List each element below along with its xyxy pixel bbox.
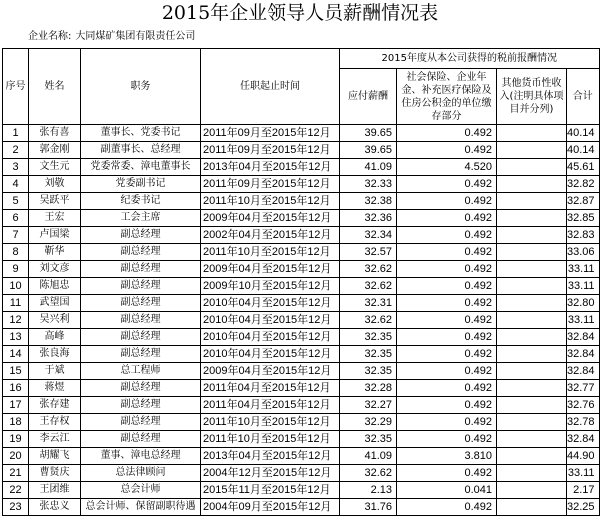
header-total: 合计	[567, 69, 600, 125]
row-name: 靳华	[29, 244, 81, 261]
row-term: 2004年09月至2015年12月	[201, 499, 340, 516]
row-position: 副总经理	[81, 278, 201, 295]
row-position: 副总经理	[81, 431, 201, 448]
row-number: 5	[3, 193, 29, 210]
company-name: 大同煤矿集团有限责任公司	[75, 31, 196, 42]
row-social: 3.810	[397, 448, 497, 465]
row-social: 0.492	[397, 210, 497, 227]
row-other	[497, 397, 567, 414]
table-body	[3, 125, 600, 516]
row-total: 32.84	[567, 431, 600, 448]
row-name: 文生元	[29, 159, 81, 176]
row-total: 32.84	[567, 346, 600, 363]
row-number: 16	[3, 380, 29, 397]
row-number: 1	[3, 125, 29, 142]
row-total: 32.83	[567, 227, 600, 244]
row-other	[497, 465, 567, 482]
row-total: 32.80	[567, 295, 600, 312]
row-salary: 32.27	[340, 397, 397, 414]
table-row	[3, 227, 600, 244]
row-number: 14	[3, 346, 29, 363]
row-position: 党委常委、漳电董事长	[81, 159, 201, 176]
row-salary: 32.62	[340, 465, 397, 482]
row-total: 40.14	[567, 125, 600, 142]
row-name: 李云江	[29, 431, 81, 448]
row-term: 2004年12月至2015年12月	[201, 465, 340, 482]
row-social: 0.492	[397, 329, 497, 346]
row-number: 8	[3, 244, 29, 261]
row-name: 胡耀飞	[29, 448, 81, 465]
row-other	[497, 176, 567, 193]
row-name: 张存建	[29, 397, 81, 414]
row-number: 17	[3, 397, 29, 414]
row-other	[497, 125, 567, 142]
row-number: 22	[3, 482, 29, 499]
row-other	[497, 499, 567, 516]
row-total: 33.06	[567, 244, 600, 261]
row-total: 32.82	[567, 176, 600, 193]
row-term: 2009年10月至2015年12月	[201, 278, 340, 295]
row-term: 2011年10月至2015年12月	[201, 431, 340, 448]
row-name: 王存权	[29, 414, 81, 431]
row-name: 高峰	[29, 329, 81, 346]
row-salary: 39.65	[340, 142, 397, 159]
row-total: 2.17	[567, 482, 600, 499]
row-other	[497, 210, 567, 227]
row-number: 10	[3, 278, 29, 295]
row-position: 副总经理	[81, 346, 201, 363]
row-name: 陈旭忠	[29, 278, 81, 295]
row-total: 32.87	[567, 193, 600, 210]
row-other	[497, 448, 567, 465]
row-name: 吴跃平	[29, 193, 81, 210]
row-salary: 32.36	[340, 210, 397, 227]
row-name: 张良海	[29, 346, 81, 363]
row-term: 2011年10月至2015年12月	[201, 193, 340, 210]
row-social: 4.520	[397, 159, 497, 176]
row-salary: 32.28	[340, 380, 397, 397]
row-total: 33.11	[567, 261, 600, 278]
row-name: 王团维	[29, 482, 81, 499]
row-total: 32.84	[567, 363, 600, 380]
row-salary: 41.09	[340, 159, 397, 176]
row-other	[497, 363, 567, 380]
table-row	[3, 380, 600, 397]
table-row	[3, 448, 600, 465]
table-row	[3, 414, 600, 431]
row-number: 20	[3, 448, 29, 465]
row-position: 副总经理	[81, 295, 201, 312]
row-other	[497, 227, 567, 244]
row-total: 32.76	[567, 397, 600, 414]
row-number: 6	[3, 210, 29, 227]
row-position: 党委副书记	[81, 176, 201, 193]
row-salary: 32.31	[340, 295, 397, 312]
row-name: 张忠义	[29, 499, 81, 516]
row-term: 2009年04月至2015年12月	[201, 210, 340, 227]
row-salary: 32.62	[340, 261, 397, 278]
row-position: 纪委书记	[81, 193, 201, 210]
row-social: 0.492	[397, 278, 497, 295]
row-position: 副总经理	[81, 261, 201, 278]
row-number: 23	[3, 499, 29, 516]
table-row	[3, 312, 600, 329]
row-number: 18	[3, 414, 29, 431]
row-number: 9	[3, 261, 29, 278]
header-other: 其他货币性收入(注明具体项目并分列)	[497, 69, 567, 125]
table-row	[3, 244, 600, 261]
row-name: 王宏	[29, 210, 81, 227]
row-salary: 32.33	[340, 176, 397, 193]
row-salary: 31.76	[340, 499, 397, 516]
row-number: 13	[3, 329, 29, 346]
row-social: 0.492	[397, 193, 497, 210]
row-number: 15	[3, 363, 29, 380]
row-other	[497, 346, 567, 363]
row-social: 0.492	[397, 125, 497, 142]
row-term: 2009年04月至2015年12月	[201, 363, 340, 380]
table-row	[3, 125, 600, 142]
row-social: 0.492	[397, 261, 497, 278]
row-position: 副总经理	[81, 244, 201, 261]
table-row	[3, 278, 600, 295]
row-position: 副董事长、总经理	[81, 142, 201, 159]
table-row	[3, 210, 600, 227]
row-salary: 32.35	[340, 363, 397, 380]
row-name: 刘文彦	[29, 261, 81, 278]
row-term: 2010年04月至2015年12月	[201, 295, 340, 312]
row-other	[497, 414, 567, 431]
table-row	[3, 431, 600, 448]
row-social: 0.492	[397, 363, 497, 380]
row-name: 刘敬	[29, 176, 81, 193]
row-term: 2010年04月至2015年12月	[201, 346, 340, 363]
row-number: 19	[3, 431, 29, 448]
row-social: 0.492	[397, 142, 497, 159]
row-other	[497, 159, 567, 176]
row-term: 2011年04月至2015年12月	[201, 397, 340, 414]
row-salary: 32.35	[340, 431, 397, 448]
row-salary: 2.13	[340, 482, 397, 499]
row-total: 33.11	[567, 465, 600, 482]
row-term: 2013年04月至2015年12月	[201, 448, 340, 465]
row-total: 33.11	[567, 312, 600, 329]
table-row	[3, 346, 600, 363]
row-position: 副总经理	[81, 397, 201, 414]
row-term: 2011年09月至2015年12月	[201, 125, 340, 142]
row-name: 武望国	[29, 295, 81, 312]
header-name: 姓名	[29, 49, 81, 125]
row-other	[497, 380, 567, 397]
row-salary: 32.29	[340, 414, 397, 431]
row-social: 0.492	[397, 380, 497, 397]
row-position: 总法律顾问	[81, 465, 201, 482]
row-term: 2011年10月至2015年12月	[201, 244, 340, 261]
row-salary: 39.65	[340, 125, 397, 142]
table-row	[3, 499, 600, 516]
row-other	[497, 142, 567, 159]
row-salary: 32.38	[340, 193, 397, 210]
table-row	[3, 142, 600, 159]
row-term: 2002年04月至2015年12月	[201, 227, 340, 244]
row-number: 11	[3, 295, 29, 312]
row-term: 2009年04月至2015年12月	[201, 261, 340, 278]
row-position: 副总经理	[81, 329, 201, 346]
row-total: 33.11	[567, 278, 600, 295]
row-social: 0.492	[397, 414, 497, 431]
row-total: 40.14	[567, 142, 600, 159]
header-seq: 序号	[3, 49, 29, 125]
table-row	[3, 363, 600, 380]
row-salary: 32.35	[340, 329, 397, 346]
row-name: 蒋煜	[29, 380, 81, 397]
row-position: 副总经理	[81, 312, 201, 329]
table-row	[3, 176, 600, 193]
row-total: 45.61	[567, 159, 600, 176]
row-number: 21	[3, 465, 29, 482]
table-row	[3, 329, 600, 346]
row-social: 0.492	[397, 346, 497, 363]
row-name: 曹贤庆	[29, 465, 81, 482]
row-name: 于斌	[29, 363, 81, 380]
row-social: 0.492	[397, 499, 497, 516]
row-other	[497, 482, 567, 499]
row-salary: 41.09	[340, 448, 397, 465]
row-name: 吴兴利	[29, 312, 81, 329]
row-salary: 32.34	[340, 227, 397, 244]
row-term: 2011年04月至2015年12月	[201, 380, 340, 397]
row-other	[497, 431, 567, 448]
row-total: 32.84	[567, 329, 600, 346]
row-position: 总会计师	[81, 482, 201, 499]
table-row	[3, 159, 600, 176]
row-social: 0.492	[397, 312, 497, 329]
row-total: 32.78	[567, 414, 600, 431]
row-salary: 32.35	[340, 346, 397, 363]
salary-table	[2, 48, 600, 516]
row-number: 12	[3, 312, 29, 329]
table-row	[3, 482, 600, 499]
row-term: 2011年09月至2015年12月	[201, 142, 340, 159]
row-position: 总会计师、保留副职待遇	[81, 499, 201, 516]
row-social: 0.492	[397, 176, 497, 193]
row-term: 2011年10月至2015年12月	[201, 414, 340, 431]
row-name: 卢国梁	[29, 227, 81, 244]
row-social: 0.492	[397, 227, 497, 244]
row-number: 3	[3, 159, 29, 176]
table-row	[3, 295, 600, 312]
row-other	[497, 261, 567, 278]
row-number: 4	[3, 176, 29, 193]
row-salary: 32.62	[340, 312, 397, 329]
row-salary: 32.62	[340, 278, 397, 295]
row-social: 0.041	[397, 482, 497, 499]
company-label: 企业名称:	[28, 31, 72, 42]
row-number: 2	[3, 142, 29, 159]
row-position: 工会主席	[81, 210, 201, 227]
row-term: 2015年11月至2015年12月	[201, 482, 340, 499]
sheet-title: 2015年企业领导人员薪酬情况表	[161, 2, 439, 24]
row-term: 2011年09月至2015年12月	[201, 176, 340, 193]
table-row	[3, 397, 600, 414]
row-term: 2013年04月至2015年12月	[201, 159, 340, 176]
row-total: 44.90	[567, 448, 600, 465]
row-other	[497, 312, 567, 329]
row-total: 32.77	[567, 380, 600, 397]
row-position: 董事、漳电总经理	[81, 448, 201, 465]
row-salary: 32.57	[340, 244, 397, 261]
row-number: 7	[3, 227, 29, 244]
header-social: 社会保险、企业年金、补充医疗保险及住房公积金的单位缴存部分	[397, 69, 497, 125]
row-social: 0.492	[397, 465, 497, 482]
row-other	[497, 278, 567, 295]
header-group: 2015年度从本公司获得的税前报酬情况	[340, 49, 600, 69]
row-position: 董事长、党委书记	[81, 125, 201, 142]
header-salary: 应付薪酬	[340, 69, 397, 125]
row-social: 0.492	[397, 244, 497, 261]
row-position: 副总经理	[81, 227, 201, 244]
row-total: 32.25	[567, 499, 600, 516]
row-other	[497, 295, 567, 312]
row-name: 张有喜	[29, 125, 81, 142]
table-row	[3, 193, 600, 210]
company-line	[28, 29, 195, 45]
table-row	[3, 465, 600, 482]
row-other	[497, 244, 567, 261]
table-row	[3, 261, 600, 278]
header-position: 职务	[81, 49, 201, 125]
row-social: 0.492	[397, 431, 497, 448]
row-name: 郭金刚	[29, 142, 81, 159]
row-social: 0.492	[397, 397, 497, 414]
row-position: 副总经理	[81, 414, 201, 431]
row-other	[497, 329, 567, 346]
row-position: 副总经理	[81, 380, 201, 397]
header-term: 任职起止时间	[201, 49, 340, 125]
row-other	[497, 193, 567, 210]
row-social: 0.492	[397, 295, 497, 312]
row-total: 32.85	[567, 210, 600, 227]
row-term: 2010年04月至2015年12月	[201, 329, 340, 346]
row-term: 2010年04月至2015年12月	[201, 312, 340, 329]
row-position: 总工程师	[81, 363, 201, 380]
